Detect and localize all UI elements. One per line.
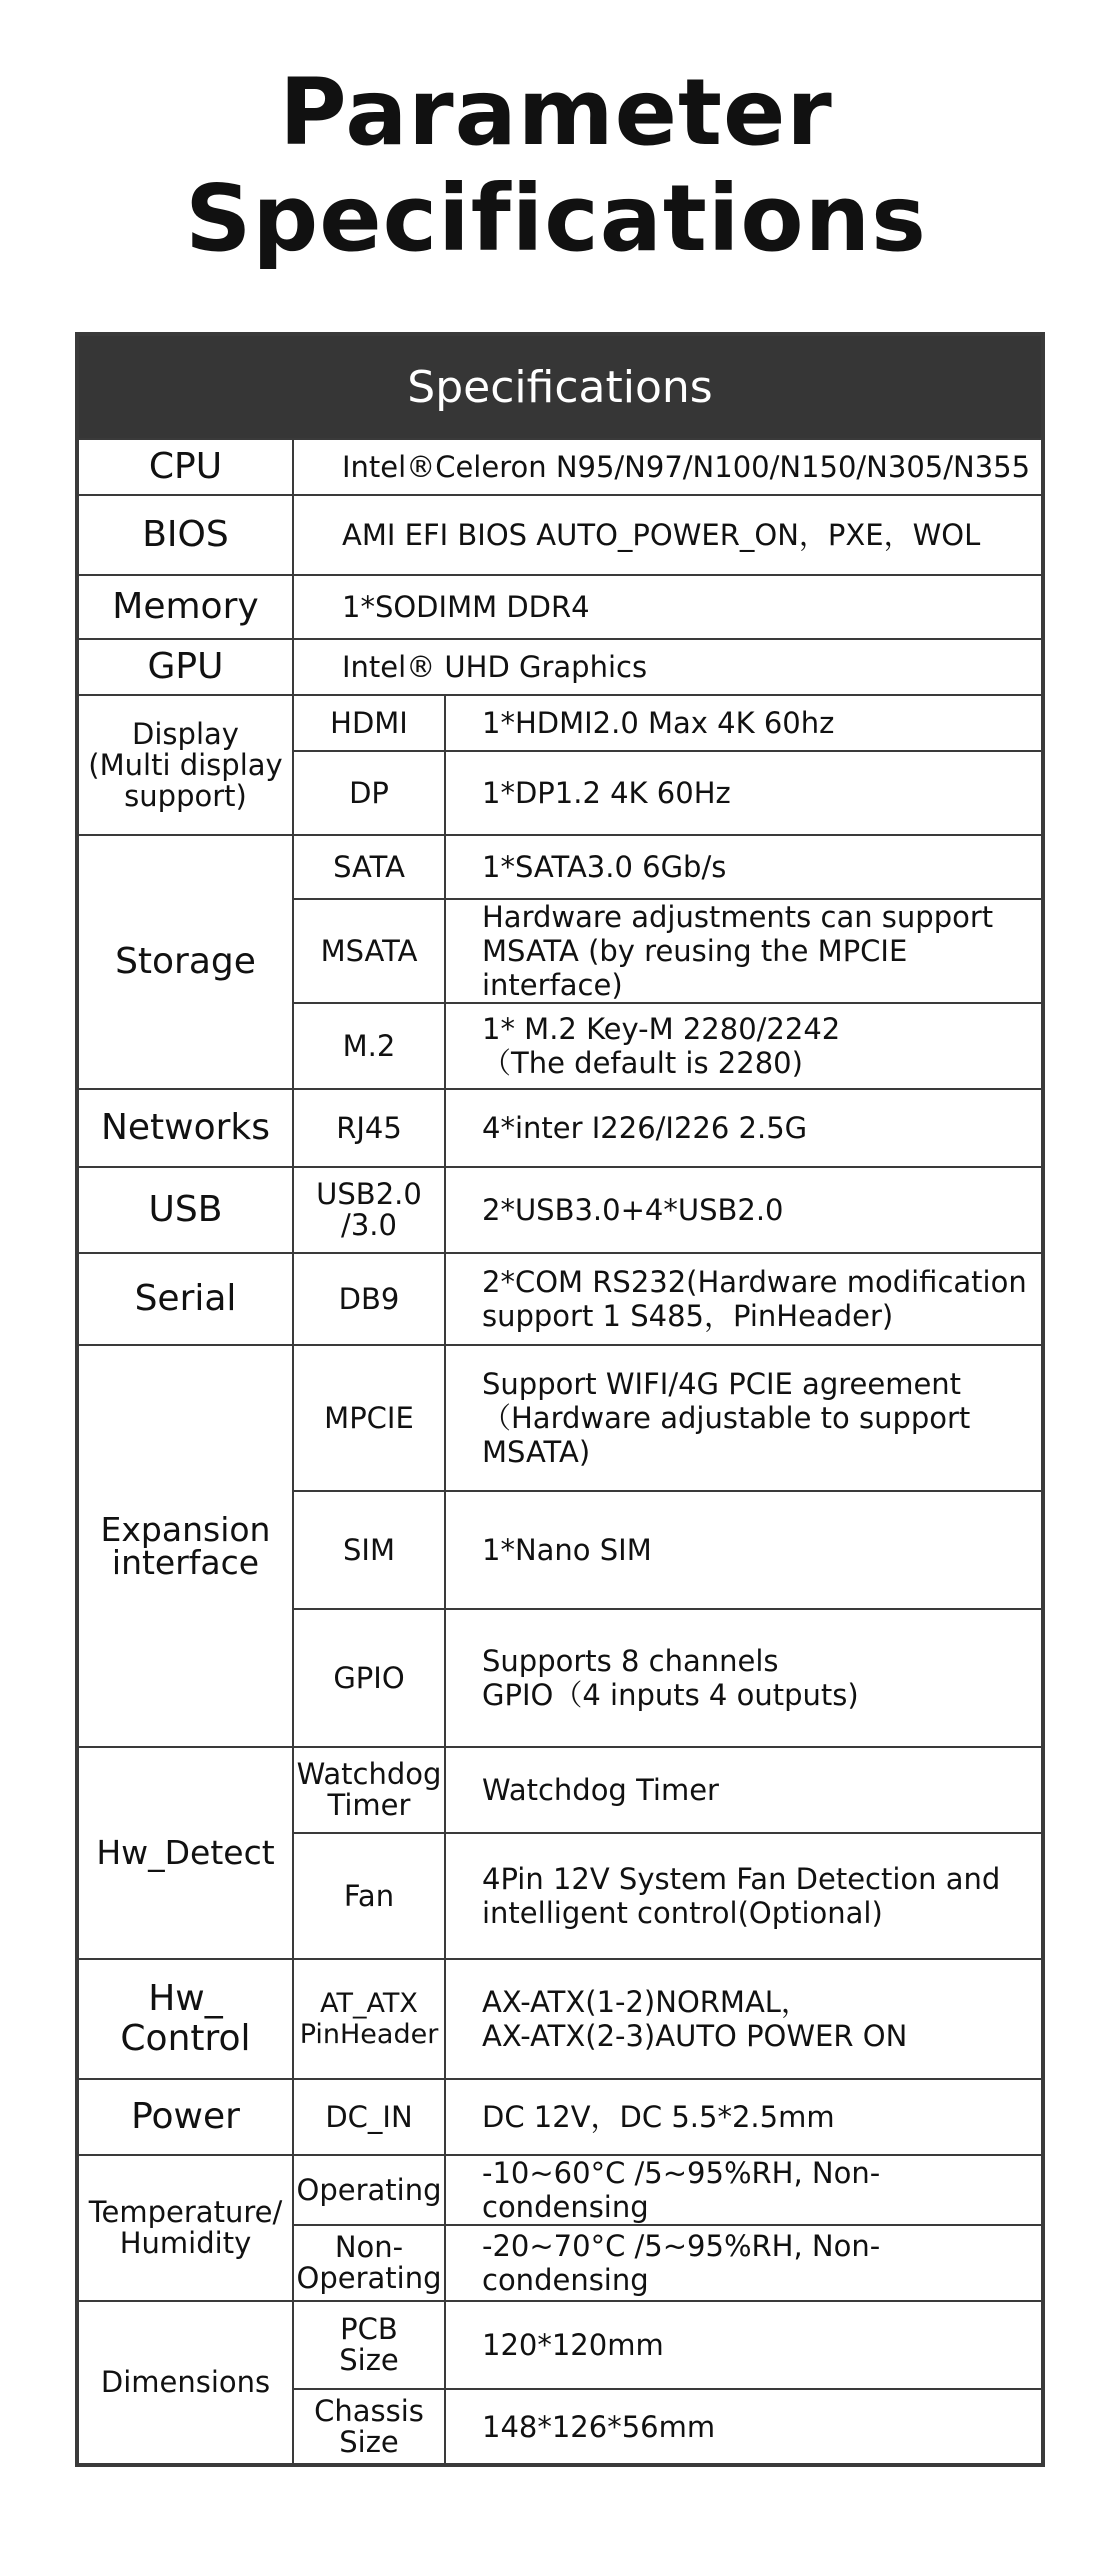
spec-value: 2*USB3.0+4*USB2.0 bbox=[445, 1167, 1043, 1253]
spec-value: AX-ATX(1-2)NORMAL， AX-ATX(2-3)AUTO POWER ON bbox=[445, 1959, 1043, 2079]
title-line-1: Parameter bbox=[279, 59, 833, 166]
sub-label: Chassis Size bbox=[293, 2389, 445, 2465]
spec-value: DC 12V，DC 5.5*2.5mm bbox=[445, 2079, 1043, 2155]
category-label: Storage bbox=[77, 835, 293, 1089]
table-row-hw-control bbox=[77, 1959, 1043, 2079]
sub-label: DB9 bbox=[293, 1253, 445, 1345]
sub-label: MSATA bbox=[293, 899, 445, 1003]
spec-value: 1* M.2 Key-M 2280/2242 （The default is 2280) bbox=[445, 1003, 1043, 1089]
category-label: Power bbox=[77, 2079, 293, 2155]
table-row-hw-detect-watchdog bbox=[77, 1747, 1043, 1833]
spec-value: 1*DP1.2 4K 60Hz bbox=[445, 751, 1043, 835]
category-label: USB bbox=[77, 1167, 293, 1253]
spec-value: 2*COM RS232(Hardware modification support 1 S485，PinHeader) bbox=[445, 1253, 1043, 1345]
sub-label: SIM bbox=[293, 1491, 445, 1609]
table-row-dimensions-pcb bbox=[77, 2301, 1043, 2389]
sub-label: USB2.0 /3.0 bbox=[293, 1167, 445, 1253]
category-label: GPU bbox=[77, 639, 293, 695]
table-row-storage-sata bbox=[77, 835, 1043, 899]
spec-value: 1*HDMI2.0 Max 4K 60hz bbox=[445, 695, 1043, 751]
spec-value: 1*SODIMM DDR4 bbox=[293, 575, 1043, 639]
sub-label: Non- Operating bbox=[293, 2225, 445, 2301]
table-row-temperature-operating bbox=[77, 2155, 1043, 2225]
category-label: Expansion interface bbox=[77, 1345, 293, 1747]
category-label: BIOS bbox=[77, 495, 293, 575]
table-row-cpu bbox=[77, 439, 1043, 495]
table-row-expansion-mpcie bbox=[77, 1345, 1043, 1491]
table-row-display-hdmi bbox=[77, 695, 1043, 751]
sub-label: AT_ATX PinHeader bbox=[293, 1959, 445, 2079]
category-label: Display (Multi display support) bbox=[77, 695, 293, 835]
sub-label: Operating bbox=[293, 2155, 445, 2225]
sub-label: HDMI bbox=[293, 695, 445, 751]
sub-label: RJ45 bbox=[293, 1089, 445, 1167]
sub-label: GPIO bbox=[293, 1609, 445, 1747]
table-row-power bbox=[77, 2079, 1043, 2155]
spec-value: Hardware adjustments can support MSATA (by reusing the MPCIE interface) bbox=[445, 899, 1043, 1003]
spec-value: 1*SATA3.0 6Gb/s bbox=[445, 835, 1043, 899]
spec-value: Supports 8 channels GPIO（4 inputs 4 outputs) bbox=[445, 1609, 1043, 1747]
category-label: Serial bbox=[77, 1253, 293, 1345]
sub-label: Fan bbox=[293, 1833, 445, 1959]
spec-value: 4Pin 12V System Fan Detection and intelligent control(Optional) bbox=[445, 1833, 1043, 1959]
table-row-memory bbox=[77, 575, 1043, 639]
spec-value: Support WIFI/4G PCIE agreement （Hardware adjustable to support MSATA) bbox=[445, 1345, 1043, 1491]
spec-value: -10~60°C /5~95%RH, Non-condensing bbox=[445, 2155, 1043, 2225]
spec-value: AMI EFI BIOS AUTO_POWER_ON，PXE，WOL bbox=[293, 495, 1043, 575]
specifications-table bbox=[75, 332, 1045, 2467]
title-line-2: Specifications bbox=[185, 165, 927, 272]
sub-label: M.2 bbox=[293, 1003, 445, 1089]
sub-label: DP bbox=[293, 751, 445, 835]
sub-label: Watchdog Timer bbox=[293, 1747, 445, 1833]
sub-label: PCB Size bbox=[293, 2301, 445, 2389]
category-label: Networks bbox=[77, 1089, 293, 1167]
sub-label: DC_IN bbox=[293, 2079, 445, 2155]
category-label: Hw_ Control bbox=[77, 1959, 293, 2079]
table-row-bios bbox=[77, 495, 1043, 575]
category-label: Memory bbox=[77, 575, 293, 639]
table-header-row bbox=[77, 334, 1043, 439]
table-header: Specifications bbox=[77, 334, 1043, 439]
spec-value: Intel® UHD Graphics bbox=[293, 639, 1043, 695]
sub-label: SATA bbox=[293, 835, 445, 899]
spec-value: 4*inter I226/I226 2.5G bbox=[445, 1089, 1043, 1167]
category-label: Dimensions bbox=[77, 2301, 293, 2465]
category-label: CPU bbox=[77, 439, 293, 495]
spec-value: 1*Nano SIM bbox=[445, 1491, 1043, 1609]
spec-value: Watchdog Timer bbox=[445, 1747, 1043, 1833]
page-title bbox=[0, 60, 1112, 272]
spec-value: 120*120mm bbox=[445, 2301, 1043, 2389]
sub-label: MPCIE bbox=[293, 1345, 445, 1491]
table-row-usb bbox=[77, 1167, 1043, 1253]
table-row-serial bbox=[77, 1253, 1043, 1345]
spec-value: 148*126*56mm bbox=[445, 2389, 1043, 2465]
category-label: Temperature/ Humidity bbox=[77, 2155, 293, 2301]
spec-value: Intel®Celeron N95/N97/N100/N150/N305/N355 bbox=[293, 439, 1043, 495]
category-label: Hw_Detect bbox=[77, 1747, 293, 1959]
spec-value: -20~70°C /5~95%RH, Non-condensing bbox=[445, 2225, 1043, 2301]
table-row-gpu bbox=[77, 639, 1043, 695]
table-row-networks bbox=[77, 1089, 1043, 1167]
